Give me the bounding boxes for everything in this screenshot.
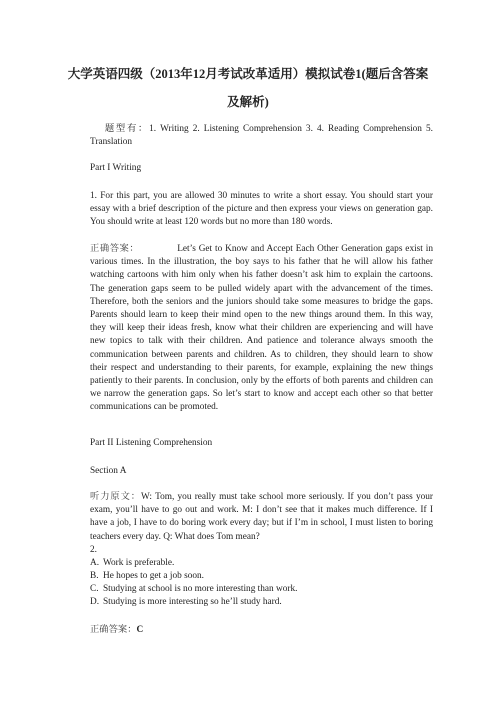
question-2-number: 2. — [90, 545, 97, 555]
essay-text: Let’s Get to Know and Accept Each Other Generation gaps exist in various times. In the illustration, the boy says to his father that he will allow his father watching cartoons with him only when his father doesn’t ask him to explain the cartoons. The generation gaps seem to be pulled widely apart with the advancement of the times. Therefore, both the seniors and the juniors should take some measures to bridge the gaps. Parents should learn to keep their mind open to the new things around them. In this way, they will keep their ideas fresh, know what their children are experiencing and will have new topics to talk with their children. And patience and tolerance always smooth the communication between parents and children. As to children, they should learn to show their respect and understanding to their parents, for example, explaining the new things patiently to their parents. In conclusion, only by the efforts of both parents and children can we narrow the generation gaps. So let’s start to know and accept each other so that better communications can be promoted. — [90, 244, 433, 413]
answer-label: 正确答案： — [90, 244, 140, 254]
option-d — [90, 596, 433, 609]
answer-label: 正确答案： — [90, 625, 137, 635]
transcript-text: W: Tom, you really must take school more seriously. If you don’t pass your exam, you’ll have to go out and work. M: I don’t see that it makes much difference. If I have a job, I have to do boring work every day; but if I’m in school, I must listen to boring teachers every day. Q: What does Tom mean? — [90, 492, 433, 542]
option-key: C. — [90, 584, 99, 594]
option-a — [90, 557, 433, 570]
option-text: Work is preferable. — [103, 558, 175, 568]
part2-heading: Part II Listening Comprehension — [90, 438, 213, 448]
section-a-heading: Section A — [90, 466, 127, 476]
answer-essay — [90, 243, 433, 415]
answer-2 — [90, 624, 433, 637]
transcript — [90, 491, 433, 544]
option-text: Studying at school is no more interesting than work. — [103, 584, 298, 594]
option-b — [90, 570, 433, 583]
transcript-label: 听力原文： — [90, 492, 141, 502]
option-key: D. — [90, 597, 100, 607]
question-types: 题型有：1. Writing 2. Listening Comprehension 3. 4. Reading Comprehension 5. Translation — [90, 124, 433, 148]
doc-title-line2: 及解析) — [227, 95, 269, 109]
answer-value: C — [136, 625, 144, 635]
option-key: A. — [90, 558, 100, 568]
doc-title-line1: 大学英语四级（2013年12月考试改革适用）模拟试卷1(题后含答案 — [67, 67, 429, 81]
option-c — [90, 583, 433, 596]
option-text: Studying is more interesting so he’ll study hard. — [103, 597, 282, 607]
option-key: B. — [90, 571, 99, 581]
question-1: 1. For this part, you are allowed 30 minutes to write a short essay. You should start your essay with a brief description of the picture and then express your views on generation gap. You should write at least 120 words but no more than 180 words. — [90, 191, 433, 228]
option-text: He hopes to get a job soon. — [103, 571, 204, 581]
part1-heading: Part I Writing — [90, 163, 142, 173]
